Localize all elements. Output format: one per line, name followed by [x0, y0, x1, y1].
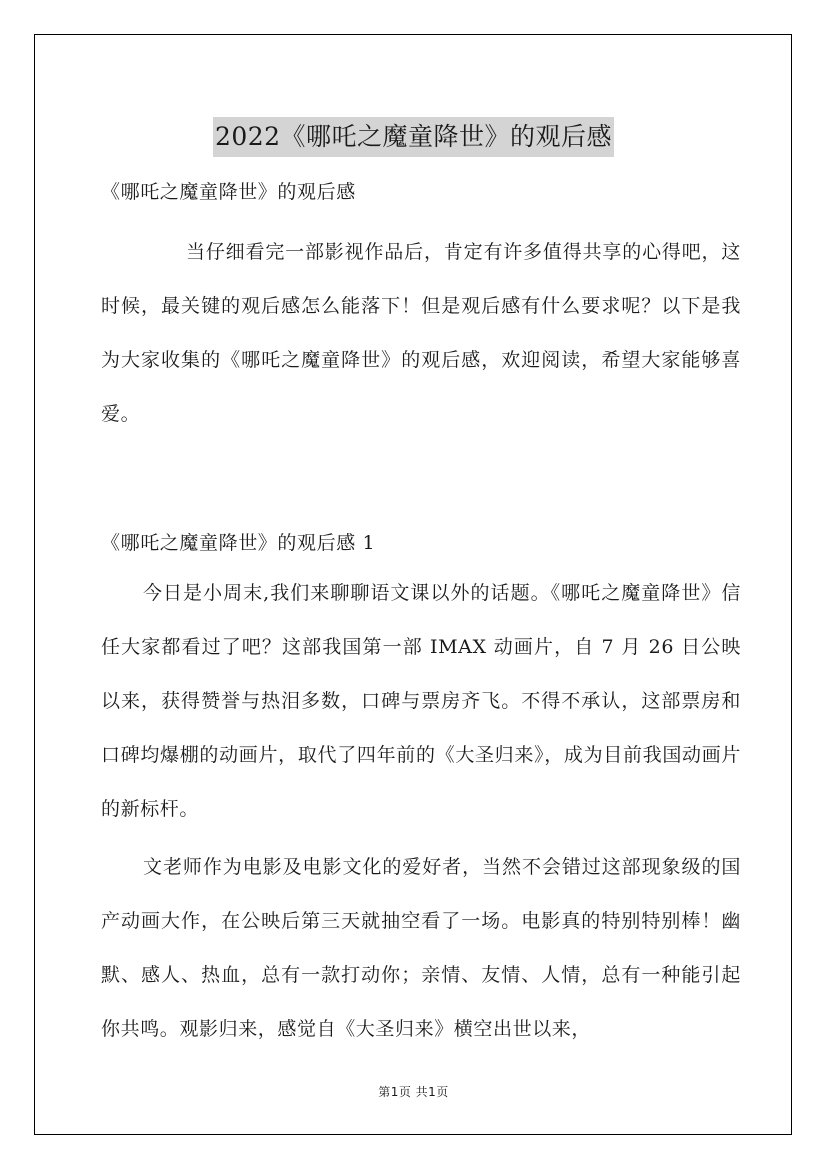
document-subtitle: 《哪吒之魔童降世》的观后感	[101, 181, 356, 203]
page-indicator: 第1页 共1页	[378, 1085, 449, 1099]
intro-paragraph: 当仔细看完一部影视作品后，肯定有许多值得共享的心得吧，这时候，最关键的观后感怎么能落下！但是观后感有什么要求呢？以下是我为大家收集的《哪吒之魔童降世》的观后感，欢迎阅读，希望大家能够喜爱。	[101, 241, 741, 425]
section-heading-1: 《哪吒之魔童降世》的观后感 1	[101, 532, 376, 554]
document-title: 2022《哪吒之魔童降世》的观后感	[213, 117, 614, 157]
title-container	[0, 100, 827, 174]
page-footer	[0, 1083, 827, 1100]
section-1-paragraph-1: 今日是小周末,我们来聊聊语文课以外的话题。《哪吒之魔童降世》信任大家都看过了吧？这部我国第一部 IMAX 动画片，自 7 月 26 日公映以来，获得赞誉与热泪多数，口碑与票房齐飞。不得不承认，这部票房和口碑均爆棚的动画片，取代了四年前的《大圣归来》，成为目前我国动画片的新标杆。	[101, 582, 741, 820]
section-1-paragraph-2: 文老师作为电影及电影文化的爱好者，当然不会错过这部现象级的国产动画大作，在公映后第三天就抽空看了一场。电影真的特别特别棒！幽默、感人、热血，总有一款打动你；亲情、友情、人情，总有一种能引起你共鸣。观影归来，感觉自《大圣归来》横空出世以来，	[101, 856, 741, 1040]
document-body	[101, 172, 741, 1056]
